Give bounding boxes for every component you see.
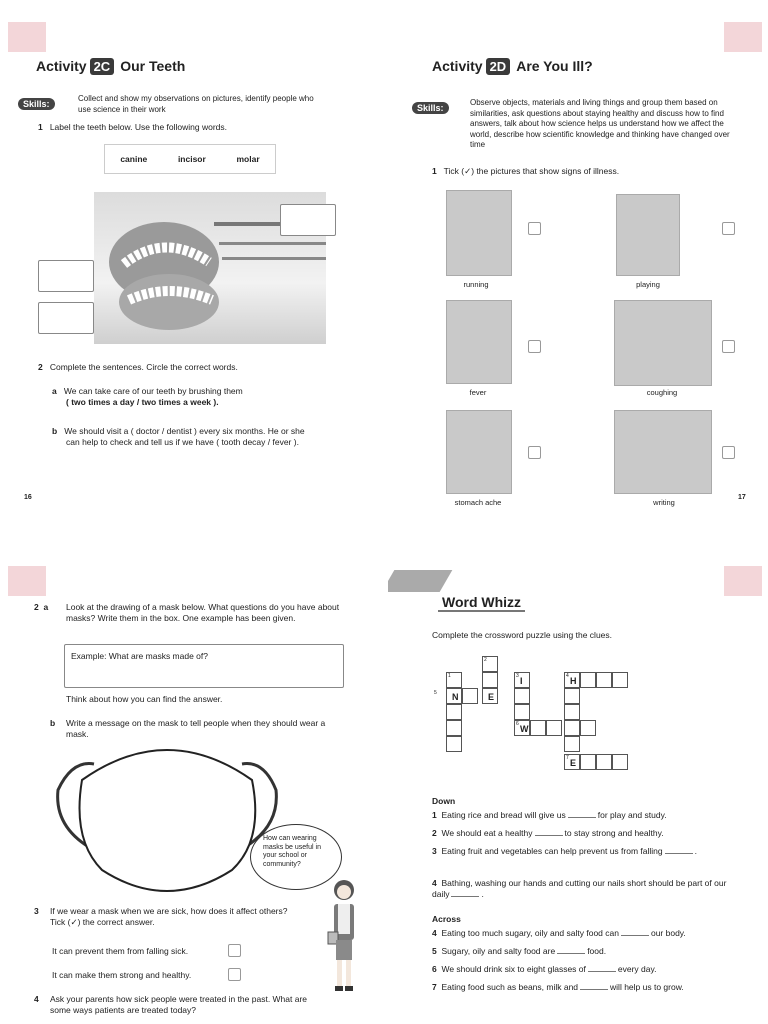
caption-playing: playing [636,280,660,289]
tick-box-option-1[interactable] [228,944,241,957]
caption-running: running [463,280,489,289]
question-text: Ask your parents how sick people were treated in the past. What are some ways patients are treated today? [50,994,308,1015]
question-text: If we wear a mask when we are sick, how does it affect others? Tick (✓) the correct answer. [50,906,288,927]
tick-box-coughing[interactable] [722,340,735,353]
down-clue-2: 2 We should eat a healthy to stay strong and healthy. [432,828,664,838]
down-clue-4: 4 Bathing, washing our hands and cutting our nails short should be part of our daily . [432,878,727,899]
grid-cell[interactable] [462,688,478,704]
down-clue-1: 1 Eating rice and bread will give us for play and study. [432,810,667,820]
photo-playing [616,194,680,276]
question-text: Complete the sentences. Circle the correct words. [49,362,238,372]
grid-cell[interactable]: 2 [482,656,498,672]
tick-box-playing[interactable] [722,222,735,235]
grid-cell[interactable] [564,720,580,736]
sentence-line[interactable]: We should visit a ( doctor / dentist ) every six months. He or she [64,426,305,436]
grid-cell[interactable] [564,736,580,752]
question-number: 1 [432,166,437,176]
sub-letter: a [52,386,57,396]
choice-line[interactable]: ( two times a day / two times a week ). [66,397,219,407]
grid-cell[interactable]: 3 I [514,672,530,688]
label-box-1[interactable] [280,204,336,236]
question-3 [34,906,324,927]
word-molar: molar [236,154,260,164]
grid-cell[interactable]: 1 [446,672,462,688]
grid-cell[interactable] [514,688,530,704]
answer-blank[interactable] [588,971,616,972]
questions-box[interactable] [64,644,344,688]
page-number: 17 [738,494,746,501]
question-number: 2 [34,602,39,612]
page-18 [8,566,376,1022]
across-clue-4: 4 Eating too much sugary, oily and salty food can our body. [432,928,686,938]
sub-letter: b [50,718,56,728]
answer-blank[interactable] [451,896,479,897]
grid-cell[interactable] [514,704,530,720]
skills-badge: Skills: [412,102,449,114]
crossword-grid[interactable] [434,656,646,792]
page-number: 16 [24,494,32,501]
skills-text: Collect and show my observations on pictures, identify people who use science in their work [78,94,314,114]
page-corner-decoration [8,22,46,52]
grid-cell[interactable]: E [482,688,498,704]
caption-stomach-ache: stomach ache [454,498,502,507]
page-corner-decoration [8,566,46,596]
grid-cell[interactable] [564,688,580,704]
page-title: Our Teeth [120,58,186,74]
question-number: 1 [38,122,43,132]
across-clue-6: 6 We should drink six to eight glasses of every day. [432,964,657,974]
activity-label: Activity [432,58,483,74]
grid-cell[interactable] [580,672,596,688]
instruction: Complete the crossword puzzle using the clues. [432,630,613,640]
activity-heading [36,58,185,76]
tick-box-option-2[interactable] [228,968,241,981]
label-box-2[interactable] [38,260,94,292]
page-16 [8,22,376,522]
word-incisor: incisor [177,154,206,164]
tick-box-fever[interactable] [528,340,541,353]
grid-cell[interactable] [546,720,562,736]
activity-code: 2C [90,58,115,75]
photo-running [446,190,512,276]
grid-cell[interactable] [530,720,546,736]
question-2 [38,362,238,373]
tick-box-running[interactable] [528,222,541,235]
photo-stomach-ache [446,410,512,494]
grid-cell[interactable] [564,704,580,720]
skills-row [412,98,752,149]
grid-cell[interactable] [446,720,462,736]
word-canine: canine [120,154,148,164]
question-text: Write a message on the mask to tell people when they should wear a mask. [66,718,326,739]
option-1: It can prevent them from falling sick. [52,946,189,956]
grid-cell[interactable] [596,672,612,688]
grid-cell[interactable] [612,672,628,688]
think-text: Think about how you can find the answer. [66,694,223,704]
page-corner-decoration [724,566,762,596]
caption-writing: writing [653,498,675,507]
activity-label: Activity [36,58,87,74]
down-heading: Down [432,796,456,806]
photo-fever [446,300,512,384]
tick-box-writing[interactable] [722,446,735,459]
grid-cell[interactable] [446,736,462,752]
example-question: Example: What are masks made of? [71,651,209,661]
girl-illustration [322,876,366,1006]
answer-blank[interactable] [665,853,693,854]
bubble-text: How can wearing masks be useful in your school or community? [263,835,321,868]
skills-badge: Skills: [18,98,55,110]
option-2: It can make them strong and healthy. [52,970,192,980]
caption-coughing: coughing [646,388,678,397]
question-2b [52,426,372,448]
grid-cell[interactable]: 6 W [516,721,529,734]
grid-cell[interactable] [580,754,596,770]
clue-number-5: 5 [434,690,437,696]
caption-fever: fever [469,388,487,397]
grid-cell[interactable]: 7 E [564,754,580,770]
across-clue-5: 5 Sugary, oily and salty food are food. [432,946,607,956]
across-clue-7: 7 Eating food such as beans, milk and will help us to grow. [432,982,684,992]
question-number: 4 [34,994,39,1004]
answer-blank[interactable] [621,935,649,936]
question-text: Tick (✓) the pictures that show signs of illness. [443,166,620,176]
page-17 [392,22,762,522]
question-number: 2 [38,362,43,372]
photo-writing [614,410,712,494]
tick-box-stomach-ache[interactable] [528,446,541,459]
question-1 [432,166,619,177]
question-4 [34,994,334,1015]
question-number: 3 [34,906,39,916]
down-clue-3: 3 Eating fruit and vegetables can help prevent us from falling . [432,846,697,856]
answer-blank[interactable] [568,817,596,818]
question-text: Label the teeth below. Use the following words. [49,122,228,132]
page-19 [388,566,762,1022]
grid-cell[interactable] [482,672,498,688]
answer-blank[interactable] [580,989,608,990]
sub-letter: b [52,426,58,436]
word-bank [104,144,276,174]
sentence-line: We can take care of our teeth by brushing them [63,386,243,396]
grid-cell[interactable] [596,754,612,770]
skills-text: Observe objects, materials and living things and group them based on similarities, ask questions about staying healthy and discuss how to find answers, talk about how science helps us understand how we affect the world, describe how scientific knowledge and thinking have changed over time [470,98,730,149]
question-text: Look at the drawing of a mask below. What questions do you have about masks? Write them in the box. One example has been given. [66,602,340,623]
page-corner-decoration [724,22,762,52]
mask-drawing[interactable] [32,740,282,900]
page-corner-tab [388,570,452,592]
grid-cell[interactable] [580,720,596,736]
answer-blank[interactable] [535,835,563,836]
question-2a [34,602,354,623]
across-heading: Across [432,914,461,924]
label-box-3[interactable] [38,302,94,334]
grid-cell[interactable] [446,704,462,720]
grid-cell[interactable]: 4 H [564,672,580,688]
answer-blank[interactable] [557,953,585,954]
question-2a [52,386,352,408]
sub-letter: a [43,602,49,612]
sentence-line[interactable]: can help to check and tell us if we have ( tooth decay / fever ). [66,437,299,447]
grid-cell[interactable] [612,754,628,770]
question-2b [50,718,350,739]
page-title: Are You Ill? [516,58,593,74]
activity-heading [432,58,593,76]
question-1 [38,122,227,133]
photo-coughing [614,300,712,386]
activity-code: 2D [486,58,511,75]
word-whizz-title: Word Whizz [438,594,525,612]
skills-row [18,94,348,112]
grid-cell[interactable]: N [446,688,462,704]
